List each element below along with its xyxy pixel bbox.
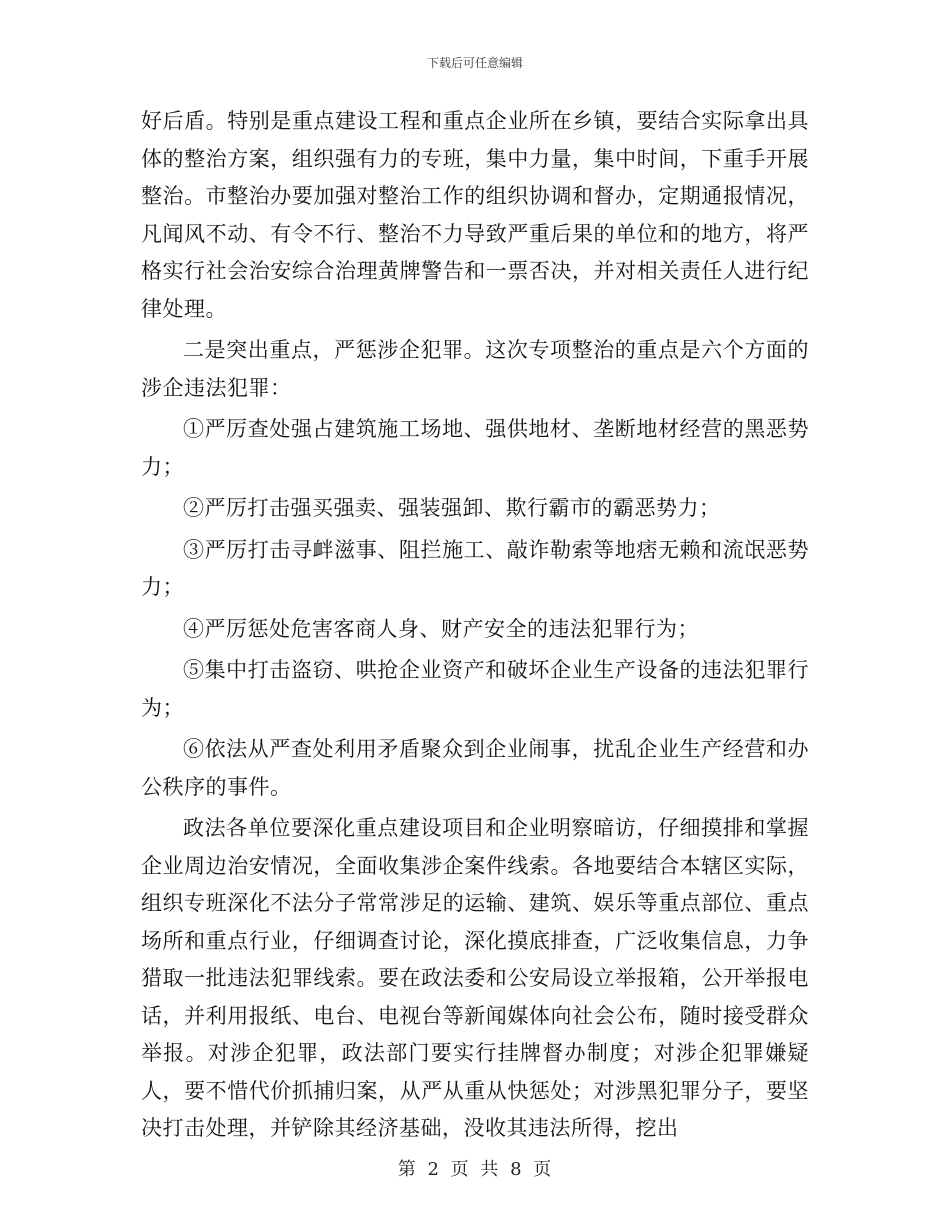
footer-page-number: 2 (427, 1159, 440, 1180)
list-item: ④严厉惩处危害客商人身、财产安全的违法犯罪行为； (183, 616, 699, 641)
list-item: ⑤集中打击盗窃、哄抢企业资产和破坏企业生产设备的违法犯罪行为； (141, 658, 809, 720)
list-item: ⑥依法从严查处利用矛盾聚众到企业闹事，扰乱企业生产经营和办公秩序的事件。 (141, 737, 809, 799)
footer-total-word: 共 (480, 1159, 500, 1180)
footer-prefix: 第 (397, 1159, 417, 1180)
document-body (141, 103, 809, 1148)
page-footer (0, 1155, 950, 1181)
footer-suffix: 页 (533, 1159, 553, 1180)
page-header: 下载后可任意编辑 (426, 56, 523, 70)
footer-page-word: 页 (450, 1159, 470, 1180)
footer-total-pages: 8 (510, 1159, 523, 1180)
list-item: ③严厉打击寻衅滋事、阻拦施工、敲诈勒索等地痞无赖和流氓恶势力； (141, 537, 809, 599)
list-item: ①严厉查处强占建筑施工场地、强供地材、垄断地材经营的黑恶势力； (141, 417, 809, 479)
list-item: ②严厉打击强买强卖、强装强卸、欺行霸市的霸恶势力； (183, 496, 721, 520)
paragraph: 二是突出重点，严惩涉企犯罪。这次专项整治的重点是六个方面的涉企违法犯罪： (141, 338, 809, 400)
paragraph: 好后盾。特别是重点建设工程和重点企业所在乡镇，要结合实际拿出具体的整治方案，组织强有力的专班，集中力量，集中时间，下重手开展整治。市整治办要加强对整治工作的组织协调和督办，定期通报情况，凡闻风不动、有令不行、整治不力导致严重后果的单位和的地方，将严格实行社会治安综合治理黄牌警告和一票否决，并对相关责任人进行纪律处理。 (141, 109, 809, 321)
paragraph: 政法各单位要深化重点建设项目和企业明察暗访，仔细摸排和掌握企业周边治安情况，全面收集涉企案件线索。各地要结合本辖区实际，组织专班深化不法分子常常涉足的运输、建筑、娱乐等重点部位、重点场所和重点行业，仔细调查讨论，深化摸底排查，广泛收集信息，力争猎取一批违法犯罪线索。要在政法委和公安局设立举报箱，公开举报电话，并利用报纸、电台、电视台等新闻媒体向社会公布，随时接受群众举报。对涉企犯罪，政法部门要实行挂牌督办制度；对涉企犯罪嫌疑人，要不惜代价抓捕归案，从严从重从快惩处；对涉黑犯罪分子，要坚决打击处理，并铲除其经济基础，没收其违法所得，挖出 (141, 816, 809, 1140)
